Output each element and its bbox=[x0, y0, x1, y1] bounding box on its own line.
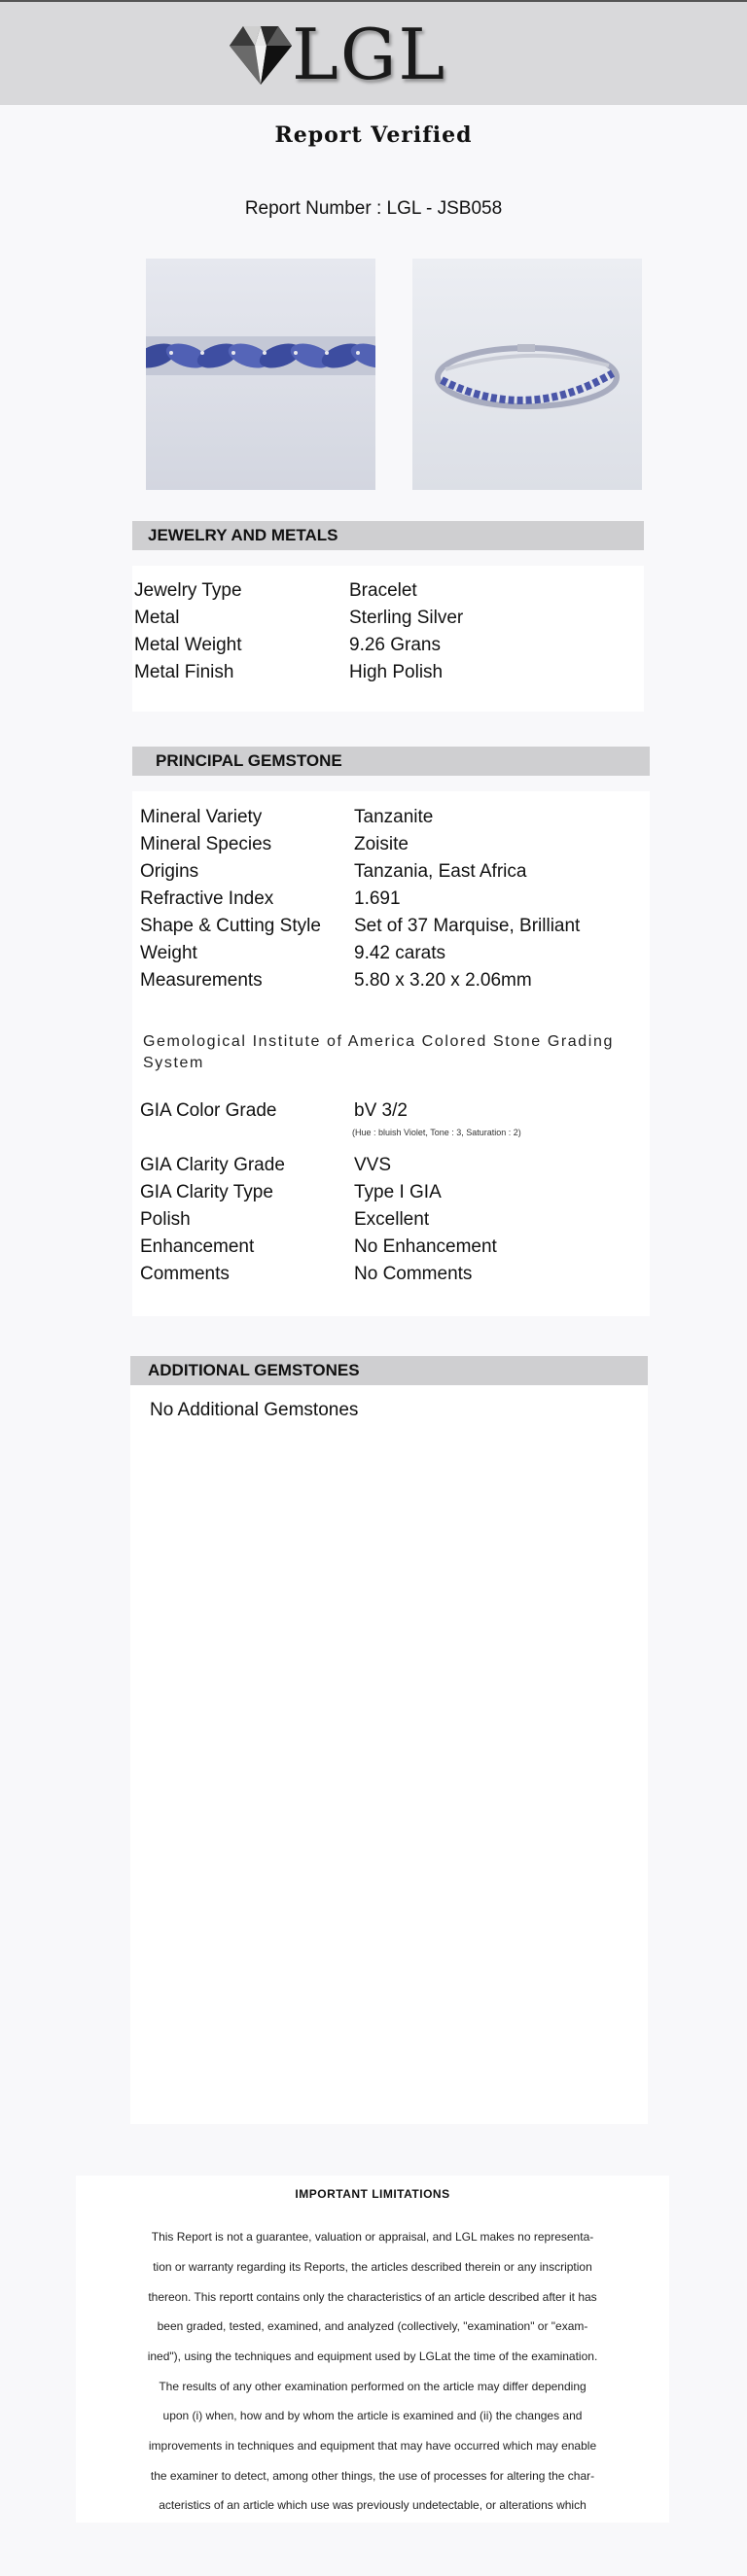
row-label: Origins bbox=[140, 861, 199, 882]
limitations-title: IMPORTANT LIMITATIONS bbox=[295, 2187, 450, 2201]
principal-gemstone-heading bbox=[132, 747, 650, 776]
row-value: Sterling Silver bbox=[349, 608, 464, 628]
row-label: GIA Clarity Grade bbox=[140, 1155, 285, 1175]
color-grade-note: (Hue : bluish Violet, Tone : 3, Saturation : 2) bbox=[352, 1128, 521, 1137]
row-value: 1.691 bbox=[354, 888, 401, 909]
principal-gemstone-panel bbox=[132, 791, 650, 1316]
limitations-line: This Report is not a guarantee, valuation or appraisal, and LGL makes no representa- bbox=[151, 2230, 594, 2244]
row-label: Metal Weight bbox=[134, 635, 242, 655]
row-label: GIA Color Grade bbox=[140, 1100, 277, 1121]
row-value: No Comments bbox=[354, 1264, 473, 1284]
limitations-line: upon (i) when, how and by whom the article is examined and (ii) the changes and bbox=[162, 2409, 583, 2422]
lgl-logo bbox=[226, 14, 447, 95]
important-limitations bbox=[76, 2176, 669, 2523]
row-value: High Polish bbox=[349, 662, 444, 682]
no-additional-text: No Additional Gemstones bbox=[150, 1400, 359, 1420]
row-value: Tanzanite bbox=[354, 807, 434, 827]
section-heading-text: ADDITIONAL GEMSTONES bbox=[148, 1361, 360, 1379]
row-label: Refractive Index bbox=[140, 888, 274, 909]
page-title: Report Verified bbox=[274, 122, 473, 148]
row-value: bV 3/2 bbox=[354, 1100, 408, 1121]
gia-system-title-cont: System bbox=[143, 1055, 204, 1071]
limitations-line: ined"), using the techniques and equipment used by LGLat the time of the examination. bbox=[147, 2350, 598, 2363]
limitations-line: improvements in techniques and equipment that may have occurred which may enable bbox=[148, 2439, 597, 2453]
jewelry-metals-heading bbox=[132, 521, 644, 550]
row-label: Metal Finish bbox=[134, 662, 234, 682]
row-value: Set of 37 Marquise, Brilliant bbox=[354, 916, 581, 936]
row-value: Bracelet bbox=[349, 580, 417, 601]
row-label: GIA Clarity Type bbox=[140, 1182, 273, 1202]
section-heading-text: JEWELRY AND METALS bbox=[148, 526, 338, 544]
row-value: Type I GIA bbox=[354, 1182, 442, 1202]
limitations-line: tion or warranty regarding its Reports, the articles described therein or any inscription bbox=[153, 2260, 592, 2274]
row-value: Tanzania, East Africa bbox=[354, 861, 527, 882]
additional-gemstones-panel bbox=[130, 1385, 648, 2124]
row-value: VVS bbox=[354, 1155, 392, 1175]
jewelry-metals-panel bbox=[132, 566, 644, 712]
report-number: Report Number : LGL - JSB058 bbox=[244, 198, 503, 219]
row-value: Excellent bbox=[354, 1209, 430, 1230]
limitations-line: acteristics of an article which use was previously undetectable, or alterations which bbox=[159, 2498, 587, 2512]
row-value: No Enhancement bbox=[354, 1236, 497, 1257]
row-label: Weight bbox=[140, 943, 197, 963]
row-value: Zoisite bbox=[354, 834, 409, 854]
limitations-line: The results of any other examination performed on the article may differ depending bbox=[159, 2380, 587, 2393]
additional-gemstones-heading bbox=[130, 1356, 648, 1385]
row-value: 9.26 Grans bbox=[349, 635, 441, 655]
limitations-line: been graded, tested, examined, and analyzed (collectively, "examination" or "exam- bbox=[157, 2319, 588, 2333]
row-label: Measurements bbox=[140, 970, 263, 991]
row-label: Shape & Cutting Style bbox=[140, 916, 321, 936]
gia-system-title: Gemological Institute of America Colored Stone Grading bbox=[143, 1033, 614, 1050]
row-label: Jewelry Type bbox=[134, 580, 242, 601]
logo-text: LGL bbox=[292, 14, 447, 95]
limitations-line: the examiner to detect, among other things, the use of processes for altering the char- bbox=[150, 2469, 595, 2483]
bracelet-closeup-image bbox=[146, 259, 375, 490]
row-label: Enhancement bbox=[140, 1236, 255, 1257]
row-label: Metal bbox=[134, 608, 180, 628]
row-label: Polish bbox=[140, 1209, 191, 1230]
diamond-icon bbox=[226, 20, 296, 88]
row-value: 5.80 x 3.20 x 2.06mm bbox=[354, 970, 532, 991]
row-value: 9.42 carats bbox=[354, 943, 445, 963]
section-heading-text: PRINCIPAL GEMSTONE bbox=[156, 751, 342, 770]
row-label: Mineral Variety bbox=[140, 807, 263, 827]
header-banner bbox=[0, 0, 747, 105]
row-label: Comments bbox=[140, 1264, 230, 1284]
limitations-line: thereon. This reportt contains only the characteristics of an article described after it has bbox=[148, 2290, 597, 2304]
row-label: Mineral Species bbox=[140, 834, 272, 854]
bracelet-full-image bbox=[412, 259, 642, 490]
